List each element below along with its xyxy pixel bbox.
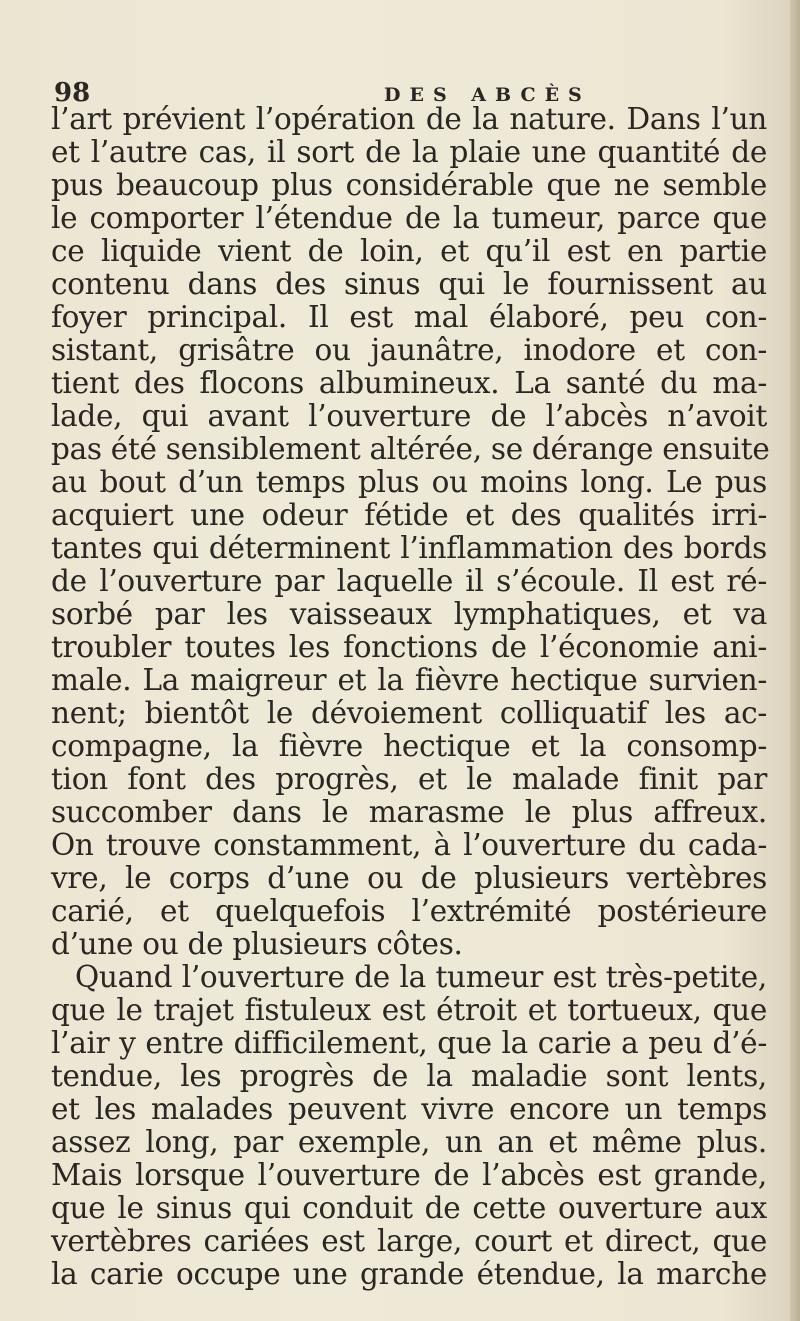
page-edge [790,0,800,1321]
text-line: que le trajet fistuleux est étroit et tortueux, que [51,993,767,1027]
text-line: foyer principal. Il est mal élaboré, peu con- [51,300,767,334]
text-line: sistant, grisâtre ou jaunâtre, inodore et con- [51,333,767,367]
paragraph-start-line: Quand l’ouverture de la tumeur est très-petite, [75,960,767,994]
text-line: tendue, les progrès de la maladie sont lents, [51,1059,767,1093]
text-line: la carie occupe une grande étendue, la marche [51,1257,767,1291]
text-line: tient des flocons albumineux. La santé du ma- [51,366,767,400]
text-line: l’air y entre difficilement, que la carie a peu d’é- [51,1026,767,1060]
text-line: succomber dans le marasme le plus affreux. [51,795,767,829]
paragraph-end-line: d’une ou de plusieurs côtes. [51,927,463,961]
text-line: tantes qui déterminent l’inflammation des bords [51,531,767,565]
text-line: troubler toutes les fonctions de l’économie ani- [51,630,767,664]
text-line: le comporter l’étendue de la tumeur, parce que [51,201,767,235]
text-line: lade, qui avant l’ouverture de l’abcès n’avoit [51,399,767,433]
text-line: pas été sensiblement altérée, se dérange ensuite [51,432,770,466]
text-line: vre, le corps d’une ou de plusieurs vertèbres [51,861,767,895]
text-line: et l’autre cas, il sort de la plaie une quantité de [51,135,767,169]
text-line: carié, et quelquefois l’extrémité postérieure [51,894,767,928]
page-number: 98 [54,78,91,108]
text-line: On trouve constamment, à l’ouverture du cada- [51,828,767,862]
text-line: et les malades peuvent vivre encore un temps [51,1092,767,1126]
text-line: vertèbres cariées est large, court et direct, que [51,1224,767,1258]
text-line: contenu dans des sinus qui le fournissent au [51,267,767,301]
text-line: ce liquide vient de loin, et qu’il est en partie [51,234,767,268]
text-line: compagne, la fièvre hectique et la consomp- [51,729,767,763]
text-line: au bout d’un temps plus ou moins long. Le pus [51,465,767,499]
text-line: male. La maigreur et la fièvre hectique survien- [51,663,767,697]
text-line: pus beaucoup plus considérable que ne semble [51,168,767,202]
text-line: acquiert une odeur fétide et des qualités irri- [51,498,767,532]
text-line: nent; bientôt le dévoiement colliquatif les ac- [51,696,767,730]
text-line: sorbé par les vaisseaux lymphatiques, et va [51,597,767,631]
text-line: que le sinus qui conduit de cette ouverture aux [51,1191,767,1225]
text-line: tion font des progrès, et le malade finit par [51,762,767,796]
text-line: assez long, par exemple, un an et même plus. [51,1125,767,1159]
text-line: de l’ouverture par laquelle il s’écoule. Il est ré- [51,564,767,598]
running-head: DES ABCÈS [384,84,591,106]
text-line: l’art prévient l’opération de la nature. Dans l’un [51,102,767,136]
text-line: Mais lorsque l’ouverture de l’abcès est grande, [51,1158,767,1192]
body-text [51,102,770,1291]
